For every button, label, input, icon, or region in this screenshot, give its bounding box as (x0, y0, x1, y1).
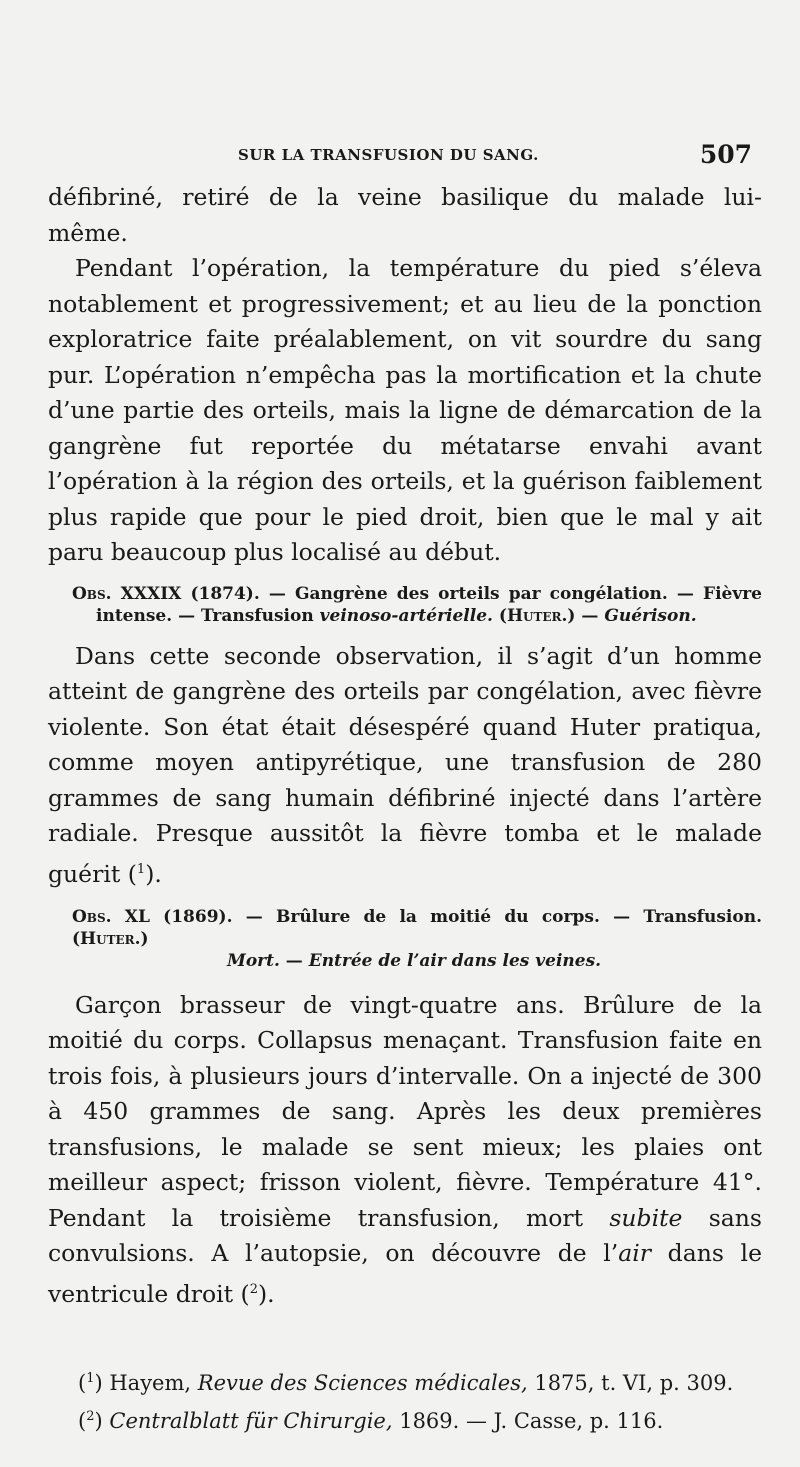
footnote: ($^1$) Hayem, Revue des Sciences médicales, 1875, t. VI, p. 309. (78, 1371, 734, 1395)
page-number: 507 (699, 140, 752, 169)
paragraph-italic: air (618, 1239, 652, 1268)
page-body (48, 180, 762, 1312)
observation-text: — Brûlure de la moitié du corps. — Transfusion. ( (72, 906, 762, 949)
paragraph-line: défibriné, retiré de la veine basilique du malade lui- (48, 183, 762, 211)
footnote-text: 1875, t. VI, p. 309. (527, 1371, 734, 1395)
observation-line (72, 583, 762, 605)
footnote-title: Centralblatt für Chirurgie, (109, 1409, 393, 1433)
paragraph-huter (48, 639, 762, 892)
observation-label: Obs. XL (1869). (72, 906, 233, 927)
observation-text: — Gangrène des orteils par congélation. — Fièvre (259, 583, 762, 604)
footnote-text: Hayem, (102, 1371, 198, 1395)
observation-line (72, 950, 762, 972)
observation-italic: veinoso-artérielle. (319, 605, 493, 626)
paragraph-text: Dans cette seconde observation, il s’agit d’un homme atteint de gangrène des orteils par congélation, avec fièvre violente. Son état était désespéré quand Huter pratiqua, comme moyen antipyrétique, une transfusion de 280 grammes de sang humain défibriné injecté dans l’artère radiale. Presque aussitôt la fièvre tomba et le malade guérit ( (48, 641, 762, 888)
observation-author: Huter (506, 605, 562, 626)
footnote-title: Revue des Sciences médicales, (197, 1371, 528, 1395)
observation-line (72, 906, 762, 950)
paragraph-text: dans le ventricule droit ( (48, 1239, 762, 1308)
observation-label: Obs. XXXIX (1874). (72, 583, 260, 604)
observation-italic: Guérison. (604, 605, 697, 626)
paragraph-text: sans convulsions. A l’autopsie, on découvre de l’ (48, 1203, 762, 1268)
footnote-mark: 1 (86, 1371, 95, 1386)
footnote: ($^2$) Centralblatt für Chirurgie, 1869. — J. Casse, p. 116. (78, 1409, 664, 1433)
observation-text: .) — (561, 605, 605, 626)
paragraph-operation: Pendant l’opération, la température du pied s’éleva notablement et progressivement; et au lieu de la ponction exploratrice faite préalablement, on vit sourdre du sang pur. L’opération n’empêcha pas la mortification et la chute d’une partie des orteils, mais la ligne de démarcation de la gangrène fut reportée du métatarse envahi avant l’opération à la région des orteils, et la guérison faiblement plus rapide que pour le pied droit, bien que le mal y ait paru beaucoup plus localisé au début. (48, 254, 762, 566)
footnotes (78, 1362, 762, 1438)
footnote-ref: 2 (249, 1281, 259, 1297)
footnote-ref: 1 (136, 861, 146, 877)
observation-text: intense. — Transfusion (96, 605, 320, 626)
paragraph-text: ). (258, 1279, 275, 1308)
observation-italic: Mort. (227, 950, 280, 971)
observation-text: ( (492, 605, 507, 626)
paragraph-italic: subite (609, 1203, 683, 1232)
observation-italic: Entrée de l’air dans les veines. (308, 950, 602, 971)
paragraph-text: Garçon brasseur de vingt-quatre ans. Brûlure de la moitié du corps. Collapsus menaçant. Transfusion faite en trois fois, à plusieurs jours d’intervalle. On a injecté de 300 à 450 grammes de sang. Après les deux premières transfusions, le malade se sent mieux; les plaies ont meilleur aspect; frisson violent, fièvre. Température 41°. Pendant la troisième transfusion, mort (48, 990, 762, 1232)
paragraph-line: même. (48, 218, 128, 247)
running-head (48, 140, 762, 172)
paragraph-text: ). (145, 859, 162, 888)
observation-heading-xl (48, 906, 762, 972)
observation-text: .) (134, 928, 149, 949)
observation-line (72, 605, 762, 627)
observation-author: Huter (80, 928, 135, 949)
observation-text: — (279, 950, 309, 971)
paragraph-continued (48, 180, 762, 251)
observation-heading-xxxix (48, 583, 762, 627)
running-title: SUR LA TRANSFUSION DU SANG. (238, 146, 539, 164)
footnote-text: 1869. — J. Casse, p. 116. (392, 1409, 664, 1433)
footnote-mark: 2 (86, 1409, 95, 1424)
paragraph-brasseur (48, 988, 762, 1312)
